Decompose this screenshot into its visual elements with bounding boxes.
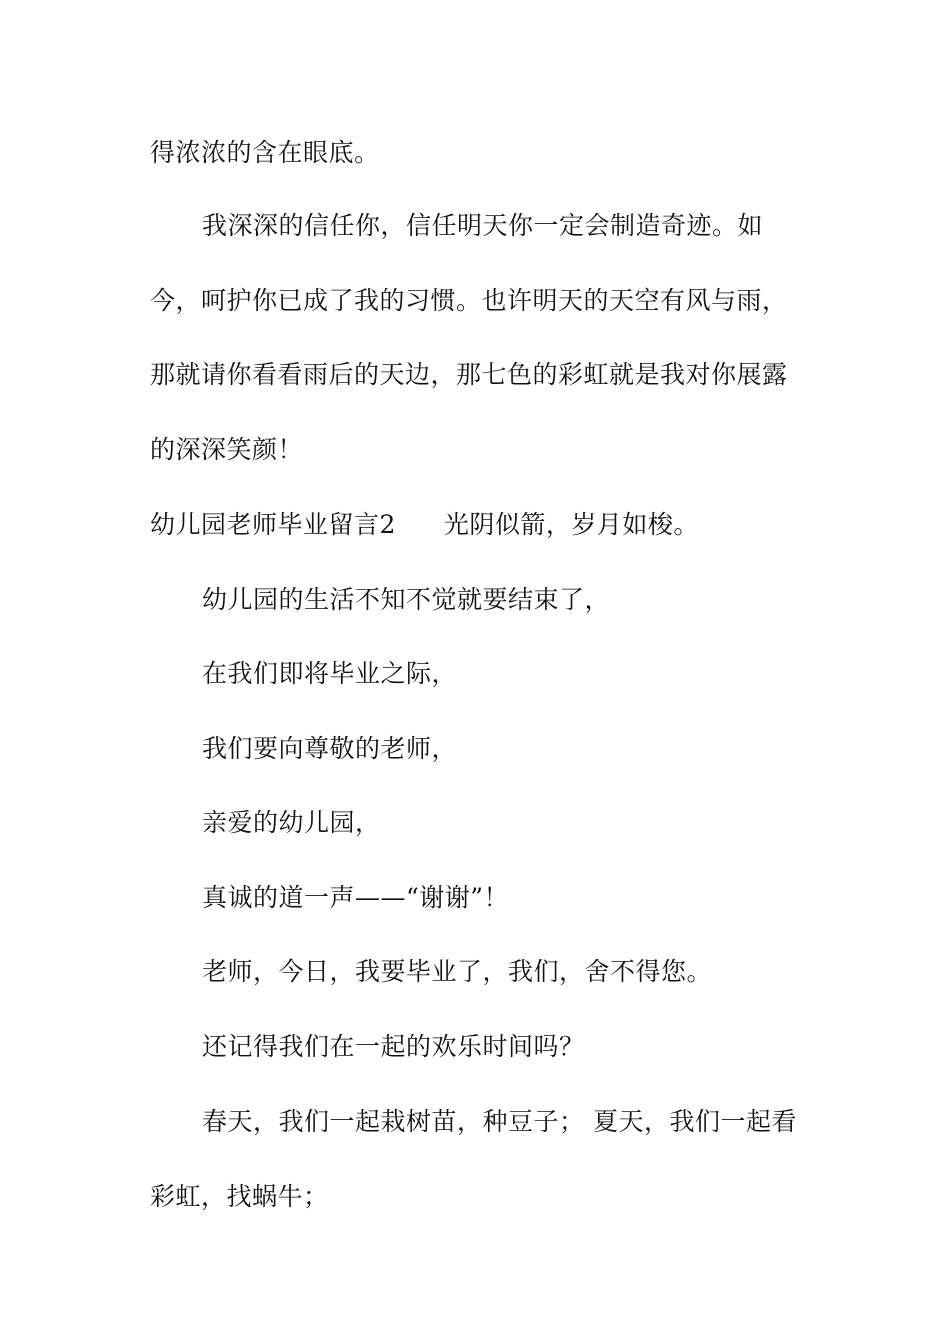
- verse-line: 我们要向尊敬的老师，: [202, 734, 458, 763]
- paragraph-start: 春天，我们一起栽树苗，种豆子； 夏天，我们一起看: [202, 1107, 797, 1136]
- text-line: 那就请你看看雨后的天边，那七色的彩虹就是我对你展露: [150, 360, 788, 389]
- verse-line: 亲爱的幼儿园，: [202, 808, 381, 837]
- verse-line: 还记得我们在一起的欢乐时间吗？: [202, 1032, 585, 1061]
- verse-line: 真诚的道一声——“谢谢”！: [202, 883, 510, 912]
- verse-line: 在我们即将毕业之际，: [202, 659, 458, 688]
- paragraph-start: 我深深的信任你，信任明天你一定会制造奇迹。如: [202, 211, 764, 240]
- verse-line: 幼儿园的生活不知不觉就要结束了，: [202, 585, 611, 614]
- section-heading-line: [150, 509, 699, 541]
- section-first-sentence: 光阴似箭，岁月如梭。: [443, 510, 699, 539]
- text-line: 今，呵护你已成了我的习惯。也许明天的天空有风与雨，: [150, 286, 788, 315]
- text-line: 得浓浓的含在眼底。: [150, 138, 380, 167]
- verse-line: 老师，今日，我要毕业了，我们，舍不得您。: [202, 957, 713, 986]
- text-line: 的深深笑颜！: [150, 435, 304, 464]
- section-title: 幼儿园老师毕业留言2: [150, 510, 396, 539]
- text-line: 彩虹，找蜗牛；: [150, 1182, 329, 1211]
